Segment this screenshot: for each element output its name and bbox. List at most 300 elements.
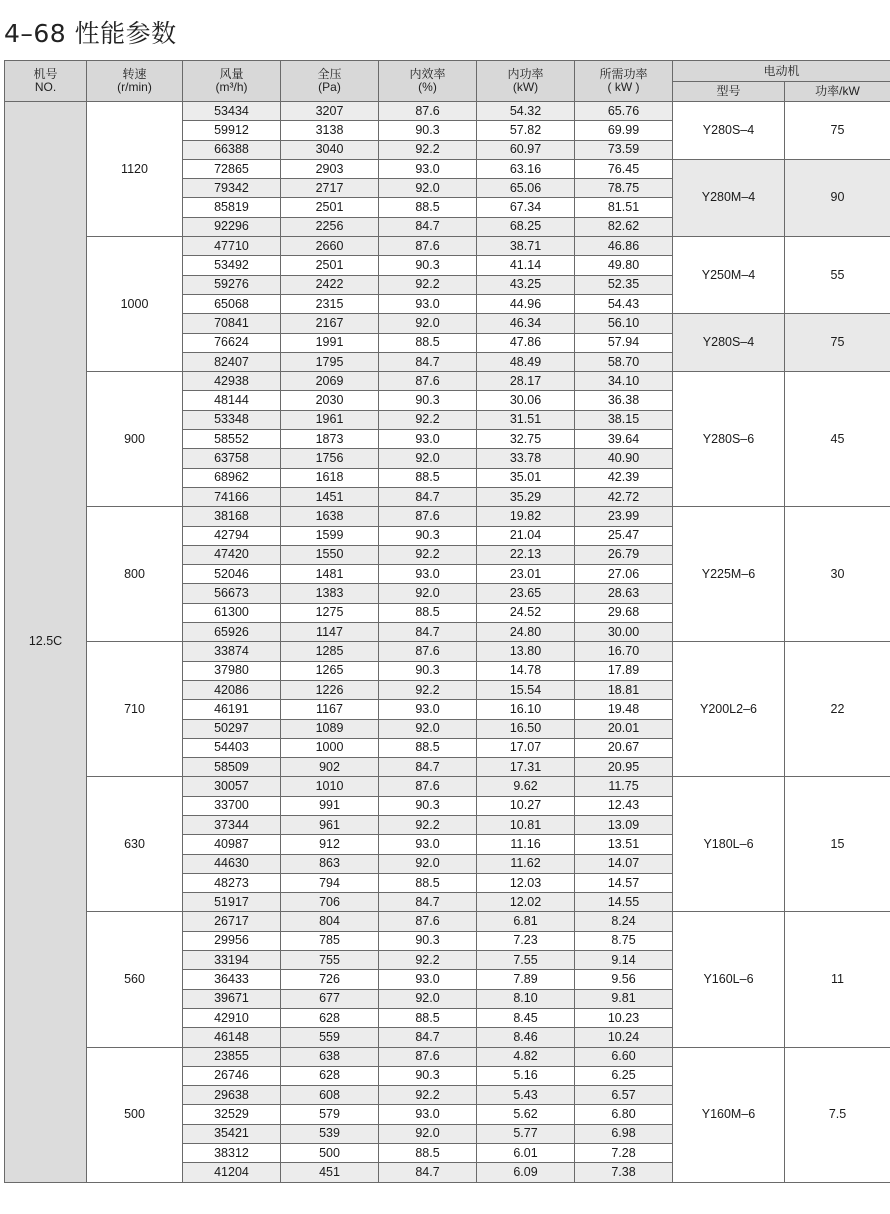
cell-motor-power: 15: [785, 777, 890, 912]
cell-flow: 48144: [183, 391, 281, 410]
cell-internal-power: 10.81: [477, 815, 575, 834]
cell-efficiency: 88.5: [379, 198, 477, 217]
cell-flow: 30057: [183, 777, 281, 796]
cell-flow: 38168: [183, 507, 281, 526]
cell-required-power: 58.70: [575, 352, 673, 371]
cell-required-power: 73.59: [575, 140, 673, 159]
cell-efficiency: 87.6: [379, 372, 477, 391]
cell-pressure: 3138: [281, 121, 379, 140]
cell-efficiency: 84.7: [379, 893, 477, 912]
cell-pressure: 1000: [281, 738, 379, 757]
cell-internal-power: 31.51: [477, 410, 575, 429]
cell-pressure: 3207: [281, 102, 379, 121]
cell-flow: 32529: [183, 1105, 281, 1124]
cell-required-power: 25.47: [575, 526, 673, 545]
cell-pressure: 2030: [281, 391, 379, 410]
cell-required-power: 9.81: [575, 989, 673, 1008]
cell-efficiency: 92.0: [379, 584, 477, 603]
cell-flow: 79342: [183, 179, 281, 198]
cell-flow: 42910: [183, 1008, 281, 1027]
cell-efficiency: 88.5: [379, 468, 477, 487]
cell-internal-power: 44.96: [477, 294, 575, 313]
header-pressure: 全压 (Pa): [281, 61, 379, 102]
cell-efficiency: 93.0: [379, 970, 477, 989]
header-internal-power: 内功率 (kW): [477, 61, 575, 102]
table-row: [5, 642, 890, 661]
cell-efficiency: 87.6: [379, 507, 477, 526]
cell-pressure: 1285: [281, 642, 379, 661]
cell-internal-power: 32.75: [477, 430, 575, 449]
cell-efficiency: 88.5: [379, 873, 477, 892]
cell-internal-power: 11.62: [477, 854, 575, 873]
cell-efficiency: 92.0: [379, 854, 477, 873]
cell-flow: 66388: [183, 140, 281, 159]
cell-internal-power: 17.07: [477, 738, 575, 757]
cell-motor-model: Y280M–4: [673, 159, 785, 236]
cell-pressure: 1873: [281, 430, 379, 449]
cell-pressure: 2903: [281, 159, 379, 178]
cell-efficiency: 84.7: [379, 1163, 477, 1182]
cell-pressure: 2660: [281, 237, 379, 256]
cell-pressure: 1089: [281, 719, 379, 738]
cell-required-power: 13.09: [575, 815, 673, 834]
cell-required-power: 40.90: [575, 449, 673, 468]
cell-pressure: 726: [281, 970, 379, 989]
cell-required-power: 56.10: [575, 314, 673, 333]
cell-pressure: 2315: [281, 294, 379, 313]
cell-efficiency: 90.3: [379, 526, 477, 545]
cell-flow: 82407: [183, 352, 281, 371]
cell-efficiency: 90.3: [379, 1066, 477, 1085]
cell-pressure: 2069: [281, 372, 379, 391]
cell-internal-power: 48.49: [477, 352, 575, 371]
cell-required-power: 20.01: [575, 719, 673, 738]
cell-internal-power: 67.34: [477, 198, 575, 217]
cell-efficiency: 92.0: [379, 449, 477, 468]
cell-internal-power: 30.06: [477, 391, 575, 410]
cell-efficiency: 84.7: [379, 623, 477, 642]
cell-speed: 560: [87, 912, 183, 1047]
cell-internal-power: 35.01: [477, 468, 575, 487]
cell-flow: 42938: [183, 372, 281, 391]
cell-flow: 47420: [183, 545, 281, 564]
cell-motor-power: 30: [785, 507, 890, 642]
cell-efficiency: 84.7: [379, 217, 477, 236]
cell-pressure: 628: [281, 1008, 379, 1027]
cell-pressure: 1991: [281, 333, 379, 352]
cell-flow: 29956: [183, 931, 281, 950]
table-row: [5, 777, 890, 796]
cell-pressure: 2256: [281, 217, 379, 236]
cell-speed: 1000: [87, 237, 183, 372]
cell-motor-model: Y180L–6: [673, 777, 785, 912]
cell-flow: 53492: [183, 256, 281, 275]
table-row: [5, 102, 890, 121]
cell-flow: 33874: [183, 642, 281, 661]
cell-internal-power: 8.45: [477, 1008, 575, 1027]
cell-flow: 76624: [183, 333, 281, 352]
cell-flow: 70841: [183, 314, 281, 333]
cell-efficiency: 92.2: [379, 951, 477, 970]
cell-internal-power: 13.80: [477, 642, 575, 661]
cell-efficiency: 92.0: [379, 314, 477, 333]
cell-pressure: 785: [281, 931, 379, 950]
cell-internal-power: 15.54: [477, 680, 575, 699]
cell-required-power: 7.38: [575, 1163, 673, 1182]
cell-flow: 74166: [183, 487, 281, 506]
cell-efficiency: 84.7: [379, 1028, 477, 1047]
cell-speed: 900: [87, 372, 183, 507]
cell-pressure: 2422: [281, 275, 379, 294]
cell-speed: 500: [87, 1047, 183, 1182]
cell-efficiency: 90.3: [379, 391, 477, 410]
cell-efficiency: 88.5: [379, 738, 477, 757]
cell-required-power: 57.94: [575, 333, 673, 352]
cell-internal-power: 7.23: [477, 931, 575, 950]
cell-internal-power: 7.55: [477, 951, 575, 970]
cell-pressure: 1275: [281, 603, 379, 622]
cell-pressure: 863: [281, 854, 379, 873]
cell-motor-model: Y250M–4: [673, 237, 785, 314]
cell-efficiency: 87.6: [379, 1047, 477, 1066]
cell-pressure: 961: [281, 815, 379, 834]
cell-flow: 56673: [183, 584, 281, 603]
cell-pressure: 794: [281, 873, 379, 892]
cell-flow: 48273: [183, 873, 281, 892]
cell-pressure: 912: [281, 835, 379, 854]
cell-efficiency: 84.7: [379, 758, 477, 777]
cell-required-power: 20.67: [575, 738, 673, 757]
cell-motor-power: 45: [785, 372, 890, 507]
cell-internal-power: 4.82: [477, 1047, 575, 1066]
cell-efficiency: 92.0: [379, 1124, 477, 1143]
cell-internal-power: 5.62: [477, 1105, 575, 1124]
cell-internal-power: 23.01: [477, 565, 575, 584]
cell-pressure: 628: [281, 1066, 379, 1085]
cell-motor-power: 22: [785, 642, 890, 777]
cell-required-power: 19.48: [575, 700, 673, 719]
cell-internal-power: 60.97: [477, 140, 575, 159]
header-motor-model: 型号: [673, 82, 785, 102]
cell-motor-model: Y160M–6: [673, 1047, 785, 1182]
cell-pressure: 1010: [281, 777, 379, 796]
cell-internal-power: 16.50: [477, 719, 575, 738]
cell-efficiency: 88.5: [379, 603, 477, 622]
cell-internal-power: 68.25: [477, 217, 575, 236]
cell-internal-power: 19.82: [477, 507, 575, 526]
cell-required-power: 14.55: [575, 893, 673, 912]
cell-required-power: 65.76: [575, 102, 673, 121]
cell-pressure: 1638: [281, 507, 379, 526]
cell-pressure: 706: [281, 893, 379, 912]
cell-pressure: 579: [281, 1105, 379, 1124]
table-row: [5, 372, 890, 391]
cell-efficiency: 92.0: [379, 179, 477, 198]
cell-internal-power: 8.46: [477, 1028, 575, 1047]
header-required-power: 所需功率 ( kW ): [575, 61, 673, 102]
cell-efficiency: 93.0: [379, 565, 477, 584]
cell-required-power: 6.80: [575, 1105, 673, 1124]
cell-efficiency: 84.7: [379, 487, 477, 506]
cell-motor-power: 55: [785, 237, 890, 314]
cell-efficiency: 88.5: [379, 1008, 477, 1027]
cell-pressure: 638: [281, 1047, 379, 1066]
cell-required-power: 20.95: [575, 758, 673, 777]
cell-efficiency: 92.2: [379, 275, 477, 294]
cell-required-power: 69.99: [575, 121, 673, 140]
cell-efficiency: 92.2: [379, 410, 477, 429]
cell-efficiency: 93.0: [379, 159, 477, 178]
cell-flow: 59276: [183, 275, 281, 294]
cell-pressure: 1383: [281, 584, 379, 603]
cell-efficiency: 92.2: [379, 815, 477, 834]
cell-flow: 54403: [183, 738, 281, 757]
cell-flow: 35421: [183, 1124, 281, 1143]
header-efficiency: 内效率 (%): [379, 61, 477, 102]
cell-pressure: 559: [281, 1028, 379, 1047]
cell-required-power: 14.07: [575, 854, 673, 873]
cell-pressure: 3040: [281, 140, 379, 159]
cell-required-power: 18.81: [575, 680, 673, 699]
cell-internal-power: 5.16: [477, 1066, 575, 1085]
cell-flow: 53434: [183, 102, 281, 121]
cell-internal-power: 5.43: [477, 1086, 575, 1105]
cell-pressure: 1481: [281, 565, 379, 584]
cell-required-power: 81.51: [575, 198, 673, 217]
cell-efficiency: 92.0: [379, 989, 477, 1008]
cell-flow: 46191: [183, 700, 281, 719]
cell-internal-power: 33.78: [477, 449, 575, 468]
cell-required-power: 42.39: [575, 468, 673, 487]
cell-internal-power: 54.32: [477, 102, 575, 121]
cell-flow: 29638: [183, 1086, 281, 1105]
cell-efficiency: 92.2: [379, 680, 477, 699]
cell-required-power: 39.64: [575, 430, 673, 449]
table-body: [5, 102, 890, 1183]
cell-internal-power: 9.62: [477, 777, 575, 796]
cell-required-power: 12.43: [575, 796, 673, 815]
cell-required-power: 78.75: [575, 179, 673, 198]
cell-required-power: 10.23: [575, 1008, 673, 1027]
cell-pressure: 1550: [281, 545, 379, 564]
cell-required-power: 9.56: [575, 970, 673, 989]
cell-required-power: 7.28: [575, 1144, 673, 1163]
cell-speed: 1120: [87, 102, 183, 237]
cell-required-power: 11.75: [575, 777, 673, 796]
cell-efficiency: 92.2: [379, 140, 477, 159]
cell-required-power: 27.06: [575, 565, 673, 584]
table-header: [5, 61, 890, 102]
cell-motor-power: 75: [785, 102, 890, 160]
cell-pressure: 500: [281, 1144, 379, 1163]
cell-flow: 46148: [183, 1028, 281, 1047]
cell-flow: 40987: [183, 835, 281, 854]
cell-efficiency: 90.3: [379, 121, 477, 140]
cell-internal-power: 8.10: [477, 989, 575, 1008]
cell-required-power: 36.38: [575, 391, 673, 410]
cell-required-power: 10.24: [575, 1028, 673, 1047]
cell-speed: 630: [87, 777, 183, 912]
cell-flow: 52046: [183, 565, 281, 584]
cell-pressure: 2167: [281, 314, 379, 333]
cell-efficiency: 92.2: [379, 545, 477, 564]
cell-internal-power: 43.25: [477, 275, 575, 294]
cell-internal-power: 23.65: [477, 584, 575, 603]
cell-required-power: 6.98: [575, 1124, 673, 1143]
cell-required-power: 13.51: [575, 835, 673, 854]
cell-required-power: 6.60: [575, 1047, 673, 1066]
cell-efficiency: 93.0: [379, 835, 477, 854]
cell-efficiency: 92.2: [379, 1086, 477, 1105]
cell-pressure: 991: [281, 796, 379, 815]
cell-flow: 68962: [183, 468, 281, 487]
cell-flow: 44630: [183, 854, 281, 873]
cell-motor-power: 7.5: [785, 1047, 890, 1182]
cell-flow: 39671: [183, 989, 281, 1008]
cell-efficiency: 87.6: [379, 237, 477, 256]
cell-flow: 42794: [183, 526, 281, 545]
cell-pressure: 2501: [281, 256, 379, 275]
cell-pressure: 1226: [281, 680, 379, 699]
cell-required-power: 26.79: [575, 545, 673, 564]
cell-flow: 85819: [183, 198, 281, 217]
cell-required-power: 17.89: [575, 661, 673, 680]
cell-pressure: 1167: [281, 700, 379, 719]
cell-flow: 37344: [183, 815, 281, 834]
cell-pressure: 608: [281, 1086, 379, 1105]
cell-required-power: 46.86: [575, 237, 673, 256]
cell-internal-power: 63.16: [477, 159, 575, 178]
table-row: [5, 912, 890, 931]
cell-pressure: 1451: [281, 487, 379, 506]
cell-flow: 38312: [183, 1144, 281, 1163]
cell-pressure: 1618: [281, 468, 379, 487]
cell-flow: 61300: [183, 603, 281, 622]
cell-internal-power: 6.81: [477, 912, 575, 931]
cell-internal-power: 28.17: [477, 372, 575, 391]
cell-required-power: 6.25: [575, 1066, 673, 1085]
cell-flow: 92296: [183, 217, 281, 236]
cell-flow: 58509: [183, 758, 281, 777]
cell-required-power: 8.24: [575, 912, 673, 931]
cell-motor-power: 11: [785, 912, 890, 1047]
cell-required-power: 54.43: [575, 294, 673, 313]
cell-speed: 710: [87, 642, 183, 777]
cell-internal-power: 24.80: [477, 623, 575, 642]
cell-motor-model: Y160L–6: [673, 912, 785, 1047]
cell-flow: 58552: [183, 430, 281, 449]
cell-motor-model: Y280S–6: [673, 372, 785, 507]
header-flow: 风量 (m³/h): [183, 61, 281, 102]
cell-flow: 59912: [183, 121, 281, 140]
cell-internal-power: 5.77: [477, 1124, 575, 1143]
page-title: 4–68 性能参数: [4, 19, 177, 48]
cell-internal-power: 57.82: [477, 121, 575, 140]
cell-efficiency: 93.0: [379, 700, 477, 719]
cell-required-power: 29.68: [575, 603, 673, 622]
cell-pressure: 2717: [281, 179, 379, 198]
cell-required-power: 14.57: [575, 873, 673, 892]
cell-flow: 65926: [183, 623, 281, 642]
cell-pressure: 1599: [281, 526, 379, 545]
cell-motor-power: 90: [785, 159, 890, 236]
cell-pressure: 1147: [281, 623, 379, 642]
cell-pressure: 677: [281, 989, 379, 1008]
cell-internal-power: 12.03: [477, 873, 575, 892]
cell-pressure: 1795: [281, 352, 379, 371]
cell-efficiency: 90.3: [379, 931, 477, 950]
cell-efficiency: 87.6: [379, 102, 477, 121]
cell-internal-power: 6.09: [477, 1163, 575, 1182]
cell-pressure: 1961: [281, 410, 379, 429]
cell-efficiency: 92.0: [379, 719, 477, 738]
cell-required-power: 52.35: [575, 275, 673, 294]
cell-efficiency: 87.6: [379, 777, 477, 796]
cell-required-power: 49.80: [575, 256, 673, 275]
cell-pressure: 1756: [281, 449, 379, 468]
cell-flow: 72865: [183, 159, 281, 178]
cell-required-power: 42.72: [575, 487, 673, 506]
cell-internal-power: 7.89: [477, 970, 575, 989]
cell-internal-power: 21.04: [477, 526, 575, 545]
cell-internal-power: 22.13: [477, 545, 575, 564]
cell-required-power: 16.70: [575, 642, 673, 661]
cell-flow: 26746: [183, 1066, 281, 1085]
cell-required-power: 82.62: [575, 217, 673, 236]
cell-flow: 37980: [183, 661, 281, 680]
cell-required-power: 34.10: [575, 372, 673, 391]
cell-internal-power: 12.02: [477, 893, 575, 912]
cell-required-power: 28.63: [575, 584, 673, 603]
cell-required-power: 30.00: [575, 623, 673, 642]
cell-internal-power: 35.29: [477, 487, 575, 506]
cell-pressure: 755: [281, 951, 379, 970]
cell-pressure: 451: [281, 1163, 379, 1182]
cell-flow: 51917: [183, 893, 281, 912]
cell-internal-power: 17.31: [477, 758, 575, 777]
cell-efficiency: 93.0: [379, 430, 477, 449]
cell-flow: 33194: [183, 951, 281, 970]
cell-motor-power: 75: [785, 314, 890, 372]
cell-flow: 50297: [183, 719, 281, 738]
cell-required-power: 38.15: [575, 410, 673, 429]
header-fan-no: 机号 NO.: [5, 61, 87, 102]
cell-flow: 65068: [183, 294, 281, 313]
cell-required-power: 8.75: [575, 931, 673, 950]
cell-efficiency: 87.6: [379, 912, 477, 931]
cell-internal-power: 46.34: [477, 314, 575, 333]
cell-internal-power: 38.71: [477, 237, 575, 256]
cell-motor-model: Y280S–4: [673, 102, 785, 160]
table-row: [5, 1047, 890, 1066]
cell-internal-power: 47.86: [477, 333, 575, 352]
cell-efficiency: 93.0: [379, 294, 477, 313]
cell-required-power: 6.57: [575, 1086, 673, 1105]
header-motor-power: 功率/kW: [785, 82, 890, 102]
cell-flow: 63758: [183, 449, 281, 468]
cell-motor-model: Y225M–6: [673, 507, 785, 642]
cell-flow: 42086: [183, 680, 281, 699]
cell-required-power: 76.45: [575, 159, 673, 178]
table-row: [5, 507, 890, 526]
cell-internal-power: 11.16: [477, 835, 575, 854]
cell-flow: 33700: [183, 796, 281, 815]
cell-motor-model: Y280S–4: [673, 314, 785, 372]
cell-pressure: 902: [281, 758, 379, 777]
cell-internal-power: 65.06: [477, 179, 575, 198]
cell-internal-power: 24.52: [477, 603, 575, 622]
cell-flow: 36433: [183, 970, 281, 989]
